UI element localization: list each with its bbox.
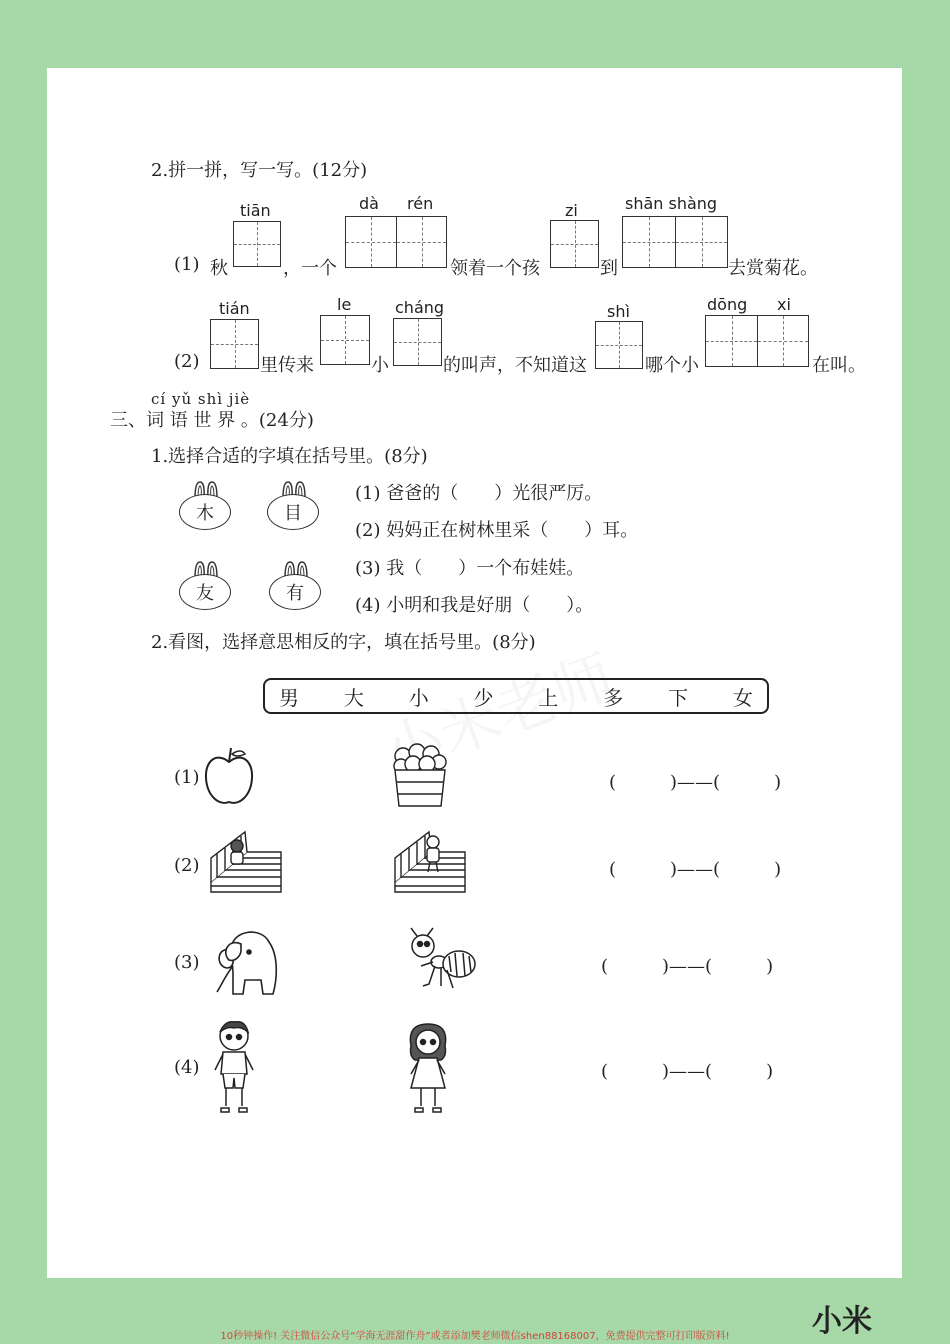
row1-text-5: 去赏菊花。 <box>728 258 818 279</box>
section3-title: 三、词 语 世 界 。(24分) <box>110 410 314 431</box>
writing-grid-shanshang[interactable] <box>622 216 728 268</box>
q1-item-1: (1) 爸爸的（ ）光很严厉。 <box>355 483 603 504</box>
row1-text-4: 到 <box>600 258 618 279</box>
q1-item-4: (4) 小明和我是好朋（ ）。 <box>355 595 594 616</box>
row2-text-5: 在叫。 <box>812 355 866 376</box>
pinyin-le: le <box>337 295 352 314</box>
rabbit-card-4[interactable] <box>269 560 323 614</box>
word-3: 小 <box>408 685 429 710</box>
word-bank-box <box>263 678 769 714</box>
pinyin-ren: rén <box>407 194 434 213</box>
rabbit-char-4: 有 <box>269 574 321 610</box>
writing-grid-le[interactable] <box>320 315 370 365</box>
rabbit-char-1: 木 <box>179 494 231 530</box>
ant-icon <box>407 926 479 996</box>
pinyin-shi: shì <box>607 302 630 321</box>
writing-grid-tian1[interactable] <box>233 221 281 267</box>
pinyin-tian1: tiān <box>240 201 271 220</box>
elephant-icon <box>211 920 285 1000</box>
rabbit-char-2: 目 <box>267 494 319 530</box>
row1-text-3: 领着一个孩 <box>450 258 540 279</box>
word-2: 大 <box>343 685 364 710</box>
child-climbing-stairs-icon <box>207 828 285 898</box>
apple-icon <box>203 746 255 808</box>
pinyin-shan-shang: shān shàng <box>625 194 718 213</box>
girl-icon <box>403 1020 453 1116</box>
rabbit-char-3: 友 <box>179 574 231 610</box>
boy-icon <box>211 1018 257 1116</box>
word-4: 少 <box>473 685 494 710</box>
q2-label-2: (2) <box>174 855 200 876</box>
rabbit-card-3[interactable] <box>179 560 233 614</box>
row2-text-3: 的叫声，不知道这 <box>443 355 587 376</box>
writing-grid-tian2[interactable] <box>210 319 259 369</box>
q2-answer-1[interactable]: ( )——( ) <box>609 772 782 793</box>
footer-notice: 10秒钟操作! 关注微信公众号“学海无涯甜作舟”或者添加樊老师微信shen88168007，免费提供完整可打印版资料! <box>220 1331 730 1342</box>
q2-answer-2[interactable]: ( )——( ) <box>609 859 782 880</box>
pinyin-chang: cháng <box>395 298 445 317</box>
row1-text-2: ，一个 <box>283 258 337 279</box>
q2-answer-3[interactable]: ( )——( ) <box>601 956 774 977</box>
q2-answer-4[interactable]: ( )——( ) <box>601 1061 774 1082</box>
word-1: 男 <box>279 685 299 710</box>
word-6: 多 <box>603 685 624 710</box>
child-descending-stairs-icon <box>391 828 469 898</box>
pinyin-tian2: tián <box>219 299 250 318</box>
xiaomi-logo: 小米 <box>812 1304 872 1339</box>
worksheet-page <box>47 68 902 1278</box>
word-5: 上 <box>538 685 559 710</box>
row1-label: (1) <box>174 254 200 275</box>
pinyin-dong: dōng <box>707 295 748 314</box>
section3-pinyin: cí yǔ shì jiè <box>151 390 251 408</box>
pinyin-xi: xi <box>777 295 791 314</box>
apple-basket-icon <box>391 742 449 812</box>
q1-item-3: (3) 我（ ）一个布娃娃。 <box>355 558 585 579</box>
row2-text-2: 小 <box>371 355 389 376</box>
row2-text-1: 里传来 <box>260 355 314 376</box>
q1-item-2: (2) 妈妈正在树林里采（ ）耳。 <box>355 520 639 541</box>
q2-label-1: (1) <box>174 767 200 788</box>
writing-grid-zi[interactable] <box>550 220 599 268</box>
rabbit-card-1[interactable] <box>179 480 233 534</box>
row2-label: (2) <box>174 351 200 372</box>
q2-label-4: (4) <box>174 1057 200 1078</box>
row1-text-1: 秋 <box>210 258 228 279</box>
writing-grid-chang[interactable] <box>393 318 442 366</box>
pinyin-zi: zi <box>565 201 578 220</box>
writing-grid-shi[interactable] <box>595 321 643 369</box>
q2-label-3: (3) <box>174 952 200 973</box>
pinyin-da: dà <box>359 194 379 213</box>
rabbit-card-2[interactable] <box>267 480 321 534</box>
writing-grid-daren[interactable] <box>345 216 447 268</box>
word-8: 女 <box>732 685 753 710</box>
q2-title: 2.看图，选择意思相反的字，填在括号里。(8分) <box>151 632 536 653</box>
q1-title: 1.选择合适的字填在括号里。(8分) <box>151 446 428 467</box>
section2-title: 2.拼一拼，写一写。(12分) <box>151 160 368 181</box>
word-7: 下 <box>668 685 689 710</box>
row2-text-4: 哪个小 <box>645 355 699 376</box>
writing-grid-dongxi[interactable] <box>705 315 809 367</box>
